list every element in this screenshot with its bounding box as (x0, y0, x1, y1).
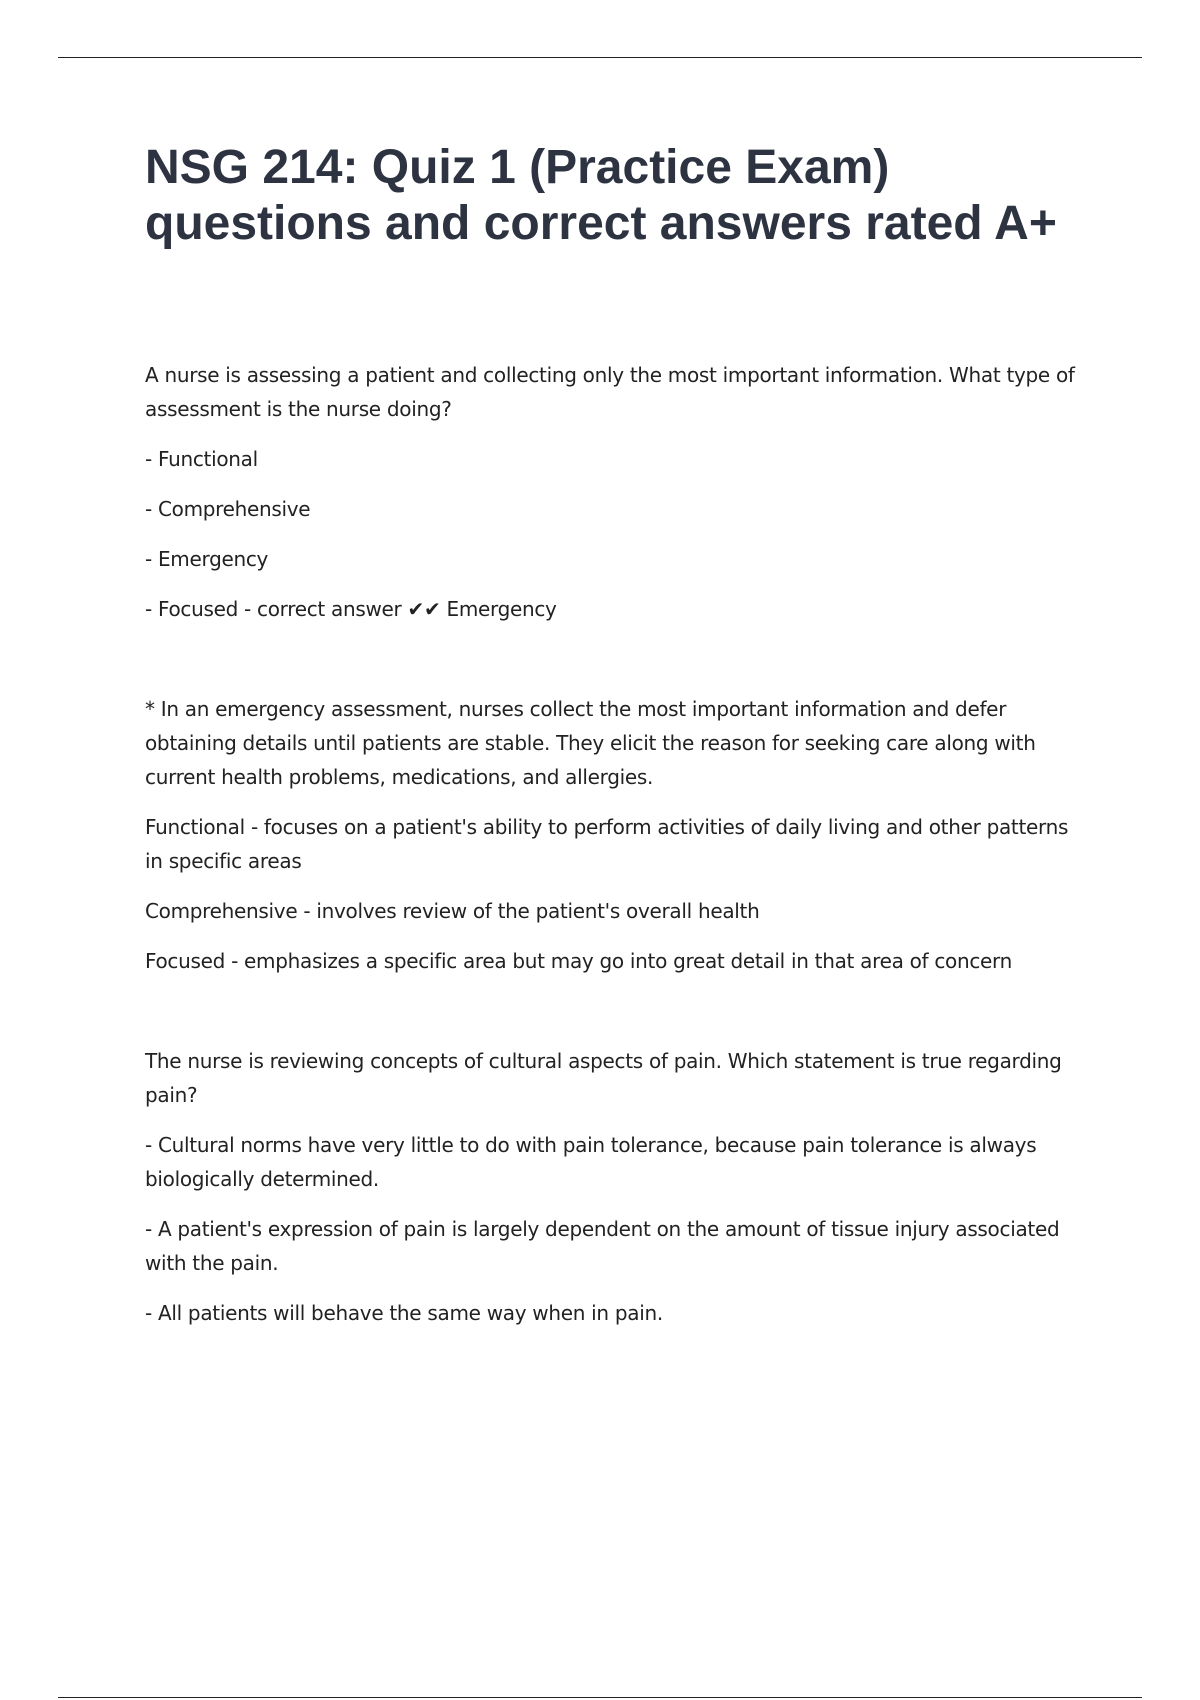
rationale-paragraph: * In an emergency assessment, nurses collect the most important information and defer obtaining details until patients are stable. They elicit the reason for seeking care along with current health problems, medications, and allergies. (145, 697, 1036, 789)
rationale-paragraph: Functional - focuses on a patient's ability to perform activities of daily living and other patterns in specific areas (145, 815, 1069, 873)
question-1-option: - Comprehensive (145, 497, 311, 521)
top-divider (58, 57, 1142, 58)
question-2-option: - A patient's expression of pain is largely dependent on the amount of tissue injury associated with the pain. (145, 1217, 1060, 1275)
question-2-option: - Cultural norms have very little to do with pain tolerance, because pain tolerance is always biologically determined. (145, 1133, 1037, 1191)
question-2 (145, 1044, 1085, 1330)
question-1-option: - Emergency (145, 547, 269, 571)
question-2-option: - All patients will behave the same way when in pain. (145, 1301, 663, 1325)
question-1-text: A nurse is assessing a patient and collecting only the most important information. What type of assessment is the nurse doing? (145, 363, 1075, 421)
document-content (145, 140, 1085, 1346)
question-1-option: - Functional (145, 447, 258, 471)
question-1 (145, 358, 1085, 978)
rationale-paragraph: Focused - emphasizes a specific area but may go into great detail in that area of concern (145, 949, 1012, 973)
page-title: NSG 214: Quiz 1 (Practice Exam) questions and correct answers rated A+ (145, 141, 1057, 250)
rationale-paragraph: Comprehensive - involves review of the patient's overall health (145, 899, 760, 923)
question-1-rationale (145, 692, 1085, 978)
question-2-text: The nurse is reviewing concepts of cultural aspects of pain. Which statement is true regarding pain? (145, 1049, 1062, 1107)
question-1-option-with-answer: - Focused - correct answer ✔✔ Emergency (145, 597, 557, 621)
bottom-divider (58, 1697, 1142, 1698)
